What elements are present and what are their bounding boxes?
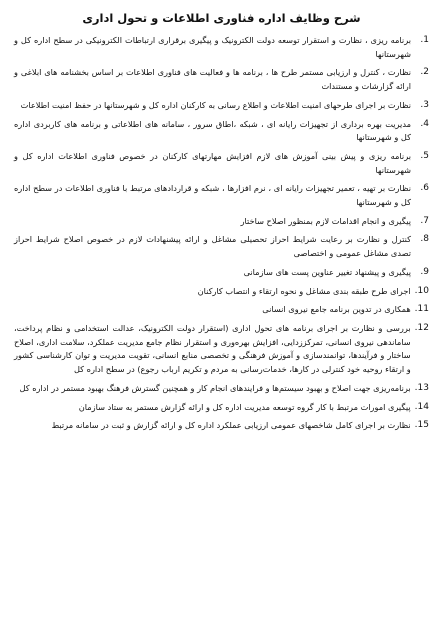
list-item bbox=[14, 233, 429, 260]
list-item bbox=[14, 182, 429, 209]
item-text: مدیریت بهره برداری از تجهیزات رایانه ای ، شبکه ،اطاق سرور ، سامانه های اطلاعاتی و برنامه های کاربردی اداره کل و شهرستانها bbox=[14, 118, 411, 143]
item-text: پیگیری و پیشنهاد تغییر عناوین پست های سازمانی bbox=[243, 266, 411, 277]
item-number: 6. bbox=[420, 183, 429, 194]
list-item bbox=[14, 34, 429, 61]
item-text: نظارت بر تهیه ، تعمیر تجهیزات رایانه ای ، نرم افزارها ، شبکه و قراردادهای مرتبط با فناوری اطلاعات در سطح اداره کل و شهرستانها bbox=[14, 183, 411, 207]
item-number: 15. bbox=[414, 420, 429, 431]
item-text: برنامه ریزی و پیش بینی آموزش های لازم افزایش مهارتهای کارکنان در خصوص فناوری اطلاعات اداره کل و شهرستانها bbox=[14, 150, 411, 175]
item-number: 12. bbox=[414, 323, 429, 334]
list-item bbox=[14, 322, 429, 376]
item-text: برنامه ریزی ، نظارت و استقرار توسعه دولت الکترونیک و پیگیری برقراری ارتباطات الکترونیکی در سطح اداره کل و شهرستانها bbox=[14, 35, 411, 59]
list-item bbox=[14, 401, 429, 415]
item-number: 2. bbox=[420, 67, 429, 78]
item-number: 1. bbox=[420, 35, 429, 45]
list-item bbox=[14, 382, 429, 396]
item-number: 13. bbox=[414, 382, 429, 393]
list-item bbox=[14, 303, 429, 317]
item-text: نظارت ، کنترل و ارزیابی مستمر طرح ها ، برنامه ها و فعالیت های فناوری اطلاعات بر اساس بخشنامه های ابلاغی و ارائه گزارشات و مستندات bbox=[14, 67, 411, 91]
list-item bbox=[14, 419, 429, 433]
item-number: 10. bbox=[414, 285, 429, 296]
item-text: کنترل و نظارت بر رعایت شرایط احراز تحصیلی مشاغل و ارائه پیشنهادات لازم در خصوص اصلاح شرایط احراز تصدی مشاغل عمومی و اختصاصی bbox=[14, 234, 411, 259]
item-number: 7. bbox=[420, 215, 429, 226]
item-number: 5. bbox=[420, 150, 429, 161]
duties-list bbox=[14, 34, 429, 433]
item-text: همکاری در تدوین برنامه جامع نیروی انسانی bbox=[262, 304, 411, 315]
list-item bbox=[14, 66, 429, 93]
item-number: 14. bbox=[414, 401, 429, 412]
item-text: پیگیری امورات مرتبط با کار گروه توسعه مدیریت اداره کل و ارائه گزارش مستمر به ستاد سازمان bbox=[78, 401, 411, 412]
item-text: نظارت بر اجرای کامل شاخصهای عمومی ارزیابی عملکرد اداره کل و ارائه گزارش و ثبت در سامانه مرتبط bbox=[51, 420, 411, 431]
list-item bbox=[14, 118, 429, 145]
item-text: نظارت بر اجرای طرحهای امنیت اطلاعات و اطلاع رسانی به کارکنان اداره کل و شهرستانها در حفظ امنیت اطلاعات bbox=[20, 99, 411, 110]
list-item bbox=[14, 215, 429, 229]
list-item bbox=[14, 99, 429, 113]
item-text: پیگیری و انجام اقدامات لازم بمنظور اصلاح ساختار bbox=[240, 215, 411, 226]
item-number: 4. bbox=[420, 118, 429, 129]
item-number: 8. bbox=[420, 234, 429, 245]
list-item bbox=[14, 285, 429, 299]
list-item bbox=[14, 150, 429, 177]
document-title: شرح وظایف اداره فناوری اطلاعات و تحول اداری bbox=[82, 11, 361, 25]
item-number: 11. bbox=[414, 304, 429, 315]
item-number: 9. bbox=[420, 266, 429, 277]
item-text: اجرای طرح طبقه بندی مشاغل و نحوه ارتقاء و انتصاب کارکنان bbox=[197, 285, 411, 296]
item-text: برنامه‌ریزی جهت اصلاح و بهبود سیستم‌ها و فرایندهای انجام کار و همچنین گسترش فرهنگ بهبود مستمر در اداره کل bbox=[19, 382, 411, 393]
list-item bbox=[14, 266, 429, 280]
item-text: بررسی و نظارت بر اجرای برنامه های تحول اداری (استقرار دولت الکترونیک، عدالت استخدامی و نظام پرداخت، ساماندهی نیروی انسانی، تمرکززدایی، افزایش بهره‌وری و استقرار نظام جامع مدیریت عملکرد، سلامت اداری، اصلاح ساختار و فرآیندها، توانمندسازی و آموزش فرهنگی و تخصصی منابع انسانی، تقویت مدیریت و توان کارشناسی کشور و ارتقاء روحیه خود کنترلی در کارها، خدمات‌رسانی به مردم و تکریم ارباب رجوع) در سطح اداره کل bbox=[14, 323, 411, 374]
item-number: 3. bbox=[420, 99, 429, 110]
